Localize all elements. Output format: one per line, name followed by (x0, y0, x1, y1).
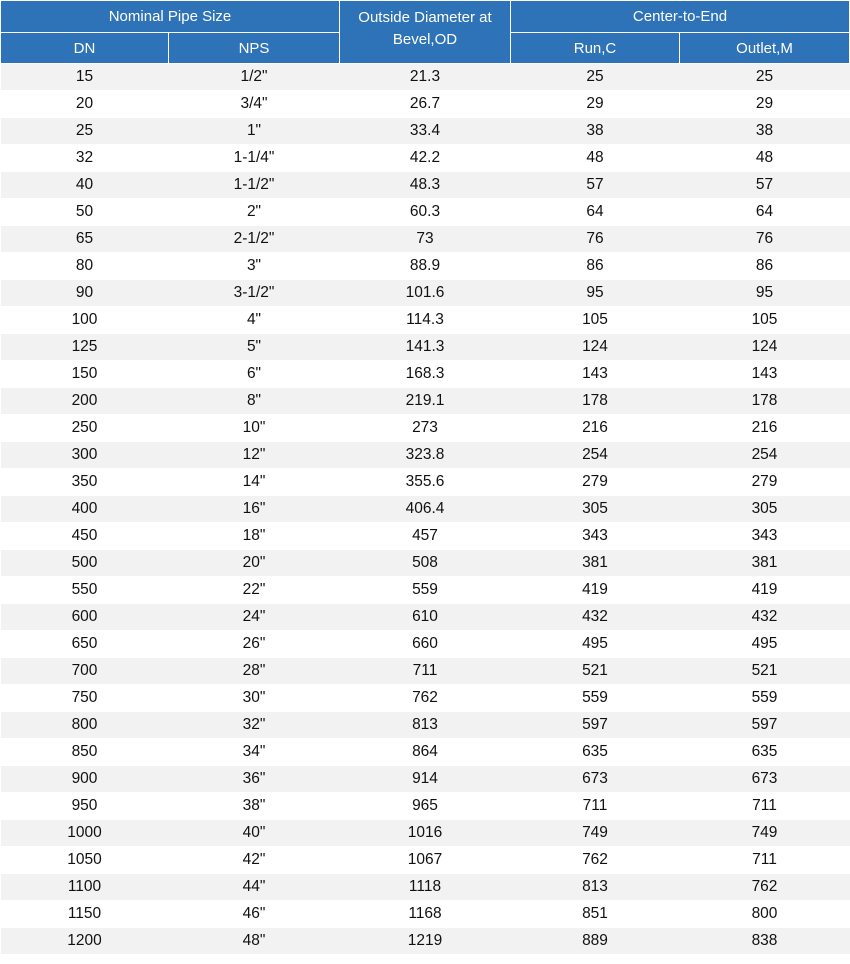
cell-dn: 65 (1, 226, 169, 253)
cell-dn: 950 (1, 793, 169, 820)
table-row (1, 793, 850, 820)
table-row (1, 64, 850, 91)
cell-dn: 1000 (1, 820, 169, 847)
cell-run-c: 38 (511, 118, 680, 145)
table-row (1, 334, 850, 361)
cell-run-c: 597 (511, 712, 680, 739)
cell-dn: 20 (1, 91, 169, 118)
table-row (1, 253, 850, 280)
cell-run-c: 673 (511, 766, 680, 793)
cell-outlet-m: 559 (680, 685, 850, 712)
cell-nps: 28" (169, 658, 340, 685)
cell-dn: 100 (1, 307, 169, 334)
cell-outlet-m: 38 (680, 118, 850, 145)
cell-nps: 48" (169, 928, 340, 955)
cell-od: 323.8 (340, 442, 511, 469)
cell-nps: 20" (169, 550, 340, 577)
table-row (1, 685, 850, 712)
cell-nps: 34" (169, 739, 340, 766)
table-row (1, 91, 850, 118)
table-body (1, 64, 850, 955)
table-row (1, 280, 850, 307)
cell-nps: 3" (169, 253, 340, 280)
cell-run-c: 343 (511, 523, 680, 550)
cell-dn: 750 (1, 685, 169, 712)
cell-dn: 25 (1, 118, 169, 145)
cell-od: 88.9 (340, 253, 511, 280)
cell-od: 114.3 (340, 307, 511, 334)
cell-dn: 250 (1, 415, 169, 442)
cell-od: 457 (340, 523, 511, 550)
cell-outlet-m: 95 (680, 280, 850, 307)
cell-outlet-m: 279 (680, 469, 850, 496)
cell-outlet-m: 762 (680, 874, 850, 901)
cell-od: 273 (340, 415, 511, 442)
cell-dn: 150 (1, 361, 169, 388)
cell-run-c: 57 (511, 172, 680, 199)
cell-od: 60.3 (340, 199, 511, 226)
cell-od: 101.6 (340, 280, 511, 307)
table-row (1, 577, 850, 604)
cell-run-c: 559 (511, 685, 680, 712)
cell-dn: 500 (1, 550, 169, 577)
cell-od: 762 (340, 685, 511, 712)
table-row (1, 442, 850, 469)
cell-outlet-m: 105 (680, 307, 850, 334)
cell-nps: 38" (169, 793, 340, 820)
cell-outlet-m: 64 (680, 199, 850, 226)
cell-nps: 36" (169, 766, 340, 793)
cell-nps: 4" (169, 307, 340, 334)
cell-dn: 850 (1, 739, 169, 766)
cell-nps: 1" (169, 118, 340, 145)
cell-od: 73 (340, 226, 511, 253)
cell-od: 711 (340, 658, 511, 685)
cell-outlet-m: 800 (680, 901, 850, 928)
cell-nps: 10" (169, 415, 340, 442)
cell-outlet-m: 216 (680, 415, 850, 442)
cell-od: 33.4 (340, 118, 511, 145)
cell-od: 508 (340, 550, 511, 577)
table-row (1, 307, 850, 334)
cell-run-c: 178 (511, 388, 680, 415)
cell-dn: 1150 (1, 901, 169, 928)
cell-nps: 42" (169, 847, 340, 874)
cell-od: 660 (340, 631, 511, 658)
cell-dn: 650 (1, 631, 169, 658)
cell-run-c: 419 (511, 577, 680, 604)
cell-nps: 24" (169, 604, 340, 631)
cell-nps: 12" (169, 442, 340, 469)
table-row (1, 118, 850, 145)
cell-nps: 18" (169, 523, 340, 550)
cell-dn: 1100 (1, 874, 169, 901)
cell-outlet-m: 711 (680, 847, 850, 874)
table-row (1, 523, 850, 550)
cell-run-c: 889 (511, 928, 680, 955)
table-row (1, 469, 850, 496)
cell-outlet-m: 673 (680, 766, 850, 793)
table-row (1, 712, 850, 739)
cell-outlet-m: 254 (680, 442, 850, 469)
cell-od: 965 (340, 793, 511, 820)
cell-od: 813 (340, 712, 511, 739)
table-row (1, 604, 850, 631)
table-row (1, 766, 850, 793)
cell-run-c: 851 (511, 901, 680, 928)
cell-outlet-m: 76 (680, 226, 850, 253)
cell-dn: 300 (1, 442, 169, 469)
cell-run-c: 143 (511, 361, 680, 388)
cell-dn: 80 (1, 253, 169, 280)
header-center-to-end: Center-to-End (511, 1, 850, 33)
cell-outlet-m: 25 (680, 64, 850, 91)
cell-run-c: 521 (511, 658, 680, 685)
cell-dn: 32 (1, 145, 169, 172)
cell-od: 26.7 (340, 91, 511, 118)
cell-outlet-m: 343 (680, 523, 850, 550)
cell-nps: 3/4" (169, 91, 340, 118)
cell-nps: 2" (169, 199, 340, 226)
cell-nps: 26" (169, 631, 340, 658)
cell-od: 914 (340, 766, 511, 793)
cell-dn: 40 (1, 172, 169, 199)
cell-run-c: 29 (511, 91, 680, 118)
cell-outlet-m: 143 (680, 361, 850, 388)
table-row (1, 226, 850, 253)
cell-dn: 200 (1, 388, 169, 415)
cell-run-c: 25 (511, 64, 680, 91)
table-row (1, 415, 850, 442)
cell-run-c: 254 (511, 442, 680, 469)
cell-run-c: 48 (511, 145, 680, 172)
cell-nps: 3-1/2" (169, 280, 340, 307)
cell-nps: 1-1/4" (169, 145, 340, 172)
cell-od: 168.3 (340, 361, 511, 388)
cell-od: 1168 (340, 901, 511, 928)
header-outlet-m: Outlet,M (680, 33, 850, 64)
header-nominal-pipe-size: Nominal Pipe Size (1, 1, 340, 33)
cell-od: 864 (340, 739, 511, 766)
cell-od: 21.3 (340, 64, 511, 91)
cell-outlet-m: 48 (680, 145, 850, 172)
cell-nps: 8" (169, 388, 340, 415)
cell-run-c: 749 (511, 820, 680, 847)
cell-outlet-m: 57 (680, 172, 850, 199)
table-row (1, 820, 850, 847)
table-row (1, 388, 850, 415)
cell-nps: 30" (169, 685, 340, 712)
cell-nps: 2-1/2" (169, 226, 340, 253)
cell-run-c: 95 (511, 280, 680, 307)
table-row (1, 496, 850, 523)
cell-nps: 5" (169, 334, 340, 361)
cell-run-c: 762 (511, 847, 680, 874)
table-row (1, 739, 850, 766)
cell-nps: 22" (169, 577, 340, 604)
cell-outlet-m: 86 (680, 253, 850, 280)
cell-outlet-m: 711 (680, 793, 850, 820)
table-row (1, 199, 850, 226)
cell-dn: 550 (1, 577, 169, 604)
cell-run-c: 279 (511, 469, 680, 496)
cell-outlet-m: 124 (680, 334, 850, 361)
cell-nps: 1/2" (169, 64, 340, 91)
cell-od: 355.6 (340, 469, 511, 496)
header-outside-diameter-line2: Bevel,OD (392, 31, 458, 48)
cell-outlet-m: 749 (680, 820, 850, 847)
cell-outlet-m: 838 (680, 928, 850, 955)
cell-run-c: 813 (511, 874, 680, 901)
cell-nps: 1-1/2" (169, 172, 340, 199)
table-row (1, 847, 850, 874)
cell-od: 1219 (340, 928, 511, 955)
cell-dn: 450 (1, 523, 169, 550)
header-nps: NPS (169, 33, 340, 64)
cell-od: 219.1 (340, 388, 511, 415)
cell-nps: 46" (169, 901, 340, 928)
cell-run-c: 124 (511, 334, 680, 361)
header-row-group (1, 1, 850, 33)
cell-dn: 800 (1, 712, 169, 739)
cell-run-c: 495 (511, 631, 680, 658)
cell-od: 406.4 (340, 496, 511, 523)
cell-nps: 32" (169, 712, 340, 739)
table-row (1, 631, 850, 658)
cell-run-c: 64 (511, 199, 680, 226)
cell-outlet-m: 29 (680, 91, 850, 118)
header-dn: DN (1, 33, 169, 64)
cell-run-c: 711 (511, 793, 680, 820)
cell-dn: 1050 (1, 847, 169, 874)
cell-nps: 16" (169, 496, 340, 523)
header-run-c: Run,C (511, 33, 680, 64)
cell-od: 1118 (340, 874, 511, 901)
cell-dn: 90 (1, 280, 169, 307)
cell-run-c: 432 (511, 604, 680, 631)
cell-od: 141.3 (340, 334, 511, 361)
cell-nps: 6" (169, 361, 340, 388)
cell-outlet-m: 178 (680, 388, 850, 415)
table-row (1, 928, 850, 955)
cell-od: 610 (340, 604, 511, 631)
cell-run-c: 635 (511, 739, 680, 766)
cell-od: 42.2 (340, 145, 511, 172)
cell-outlet-m: 521 (680, 658, 850, 685)
cell-od: 1067 (340, 847, 511, 874)
cell-outlet-m: 432 (680, 604, 850, 631)
cell-outlet-m: 419 (680, 577, 850, 604)
cell-run-c: 216 (511, 415, 680, 442)
cell-outlet-m: 635 (680, 739, 850, 766)
cell-dn: 400 (1, 496, 169, 523)
cell-od: 559 (340, 577, 511, 604)
cell-nps: 40" (169, 820, 340, 847)
header-outside-diameter-line1: Outside Diameter at (358, 9, 492, 26)
cell-outlet-m: 381 (680, 550, 850, 577)
cell-nps: 14" (169, 469, 340, 496)
header-outside-diameter (340, 1, 511, 64)
cell-dn: 350 (1, 469, 169, 496)
cell-nps: 44" (169, 874, 340, 901)
table-row (1, 874, 850, 901)
table-row (1, 361, 850, 388)
table-row (1, 172, 850, 199)
cell-od: 48.3 (340, 172, 511, 199)
table-row (1, 145, 850, 172)
cell-dn: 700 (1, 658, 169, 685)
cell-dn: 15 (1, 64, 169, 91)
cell-run-c: 305 (511, 496, 680, 523)
table-row (1, 901, 850, 928)
cell-dn: 600 (1, 604, 169, 631)
cell-run-c: 381 (511, 550, 680, 577)
cell-dn: 1200 (1, 928, 169, 955)
cell-run-c: 76 (511, 226, 680, 253)
cell-dn: 50 (1, 199, 169, 226)
cell-dn: 125 (1, 334, 169, 361)
table-row (1, 658, 850, 685)
cell-outlet-m: 597 (680, 712, 850, 739)
cell-dn: 900 (1, 766, 169, 793)
cell-od: 1016 (340, 820, 511, 847)
cell-outlet-m: 495 (680, 631, 850, 658)
cell-outlet-m: 305 (680, 496, 850, 523)
table-row (1, 550, 850, 577)
cell-run-c: 86 (511, 253, 680, 280)
cell-run-c: 105 (511, 307, 680, 334)
table-header (1, 1, 850, 64)
